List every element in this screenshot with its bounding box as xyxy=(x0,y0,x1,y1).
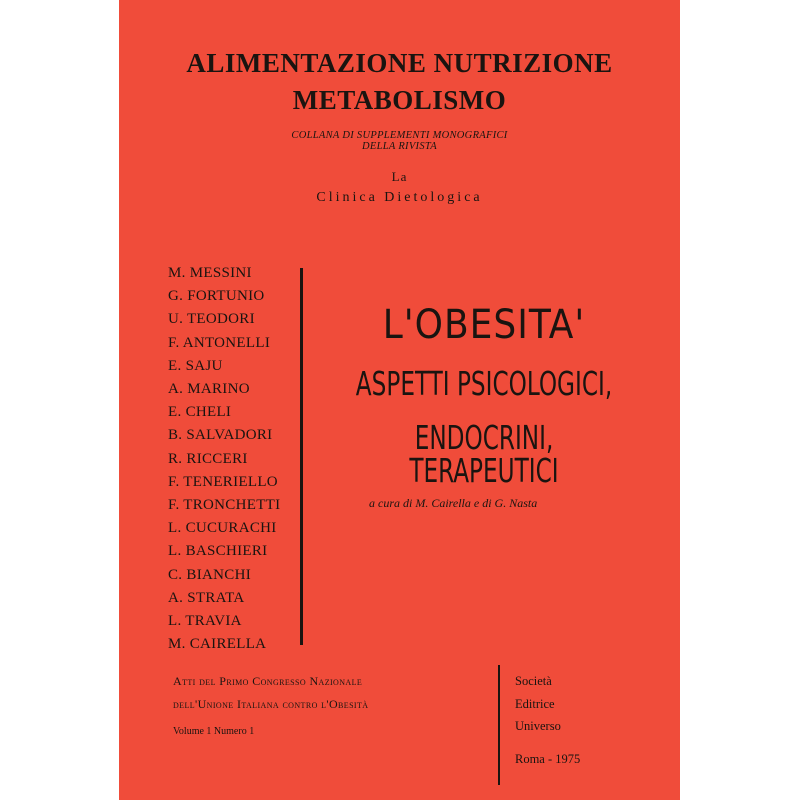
proceedings-line1: Atti del Primo Congresso Nazionale xyxy=(173,674,363,688)
volume-number: Volume 1 Numero 1 xyxy=(173,726,255,737)
publisher-line2: Editrice xyxy=(515,697,555,711)
author-name: E. CHELI xyxy=(168,404,232,421)
author-name: U. TEODORI xyxy=(168,311,255,328)
author-name: F. TRONCHETTI xyxy=(168,497,281,514)
editors-credit: a cura di M. Cairella e di G. Nasta xyxy=(369,496,538,510)
author-name: M. MESSINI xyxy=(168,265,252,281)
collana-line2: DELLA RIVISTA xyxy=(362,141,437,152)
author-name: E. SAJU xyxy=(168,357,223,374)
author-name: A. STRATA xyxy=(168,589,245,606)
author-name: L. TRAVIA xyxy=(168,613,242,630)
author-name: A. MARINO xyxy=(168,381,250,398)
publisher-line3: Universo xyxy=(515,719,561,733)
author-name: F. ANTONELLI xyxy=(168,334,271,351)
publisher-divider xyxy=(498,665,500,785)
journal-name: Clinica Dietologica xyxy=(316,190,483,205)
author-name: G. FORTUNIO xyxy=(168,288,265,305)
collana-line1: COLLANA DI SUPPLEMENTI MONOGRAFICI xyxy=(291,130,508,141)
publisher-line1: Società xyxy=(515,674,552,688)
author-name: C. BIANCHI xyxy=(168,566,252,583)
book-subtitle-line1: ASPETTI PSICOLOGICI, xyxy=(355,364,613,403)
book-title: L'OBESITA' xyxy=(382,302,586,348)
series-title-line2: METABOLISMO xyxy=(292,85,507,115)
author-name: B. SALVADORI xyxy=(168,427,273,444)
series-title-line1: ALIMENTAZIONE NUTRIZIONE xyxy=(186,48,613,78)
author-name: R. RICCERI xyxy=(168,450,248,467)
author-divider xyxy=(300,268,303,645)
journal-article: La xyxy=(391,169,408,184)
publisher-place-year: Roma - 1975 xyxy=(515,752,581,766)
author-name: L. BASCHIERI xyxy=(168,543,268,560)
author-name: M. CAIRELLA xyxy=(168,636,267,653)
author-name: L. CUCURACHI xyxy=(168,520,277,537)
author-name: F. TENERIELLO xyxy=(168,473,278,490)
proceedings-line2: dell'Unione Italiana contro l'Obesità xyxy=(173,697,369,711)
book-cover xyxy=(119,0,680,800)
book-subtitle-line2: ENDOCRINI, TERAPEUTICI xyxy=(409,418,559,490)
author-list xyxy=(168,262,280,656)
